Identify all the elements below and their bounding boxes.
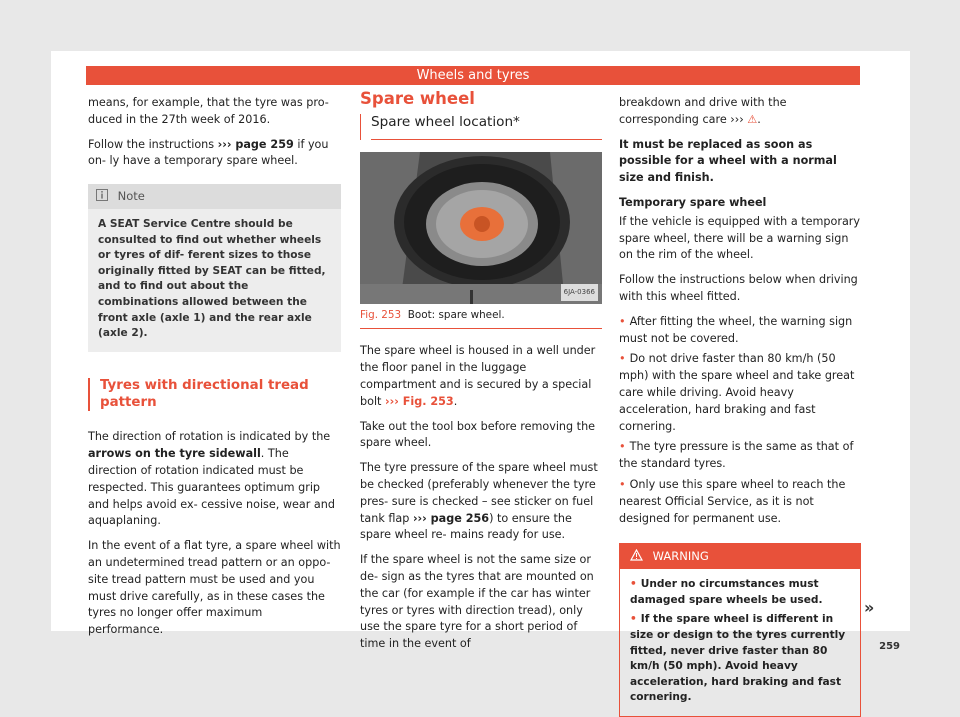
text: if you on- ly have a temporary spare wheel.	[88, 137, 329, 168]
manual-page	[51, 51, 910, 704]
warning-icon	[630, 549, 653, 563]
paragraph: Follow the instructions below when driving with this wheel fitted.	[619, 273, 858, 303]
heading-spare-wheel: Spare wheel	[360, 89, 475, 108]
text: ) to ensure the spare wheel re- mains ready for use.	[360, 511, 572, 542]
figure-spare-wheel-image	[360, 152, 602, 304]
page-link[interactable]: ››› page 259	[217, 137, 294, 151]
note-label: Note	[117, 189, 145, 204]
paragraph	[88, 429, 341, 530]
paragraph: If the spare wheel is not the same size or de- sign as the tyres that are mounted on the car (for example if the car has winter tyres or tyres with direction tread), only use the spare tyre for a short period of time in the event of	[360, 553, 594, 651]
text: The tyre pressure of the spare wheel must be checked (preferably whenever the tyre pres- sure is checked – see sticker on fuel tank flap	[360, 461, 598, 525]
paragraph-emphasis: It must be replaced as soon as possible for a wheel with a normal size and finish.	[619, 137, 837, 185]
column-middle	[360, 89, 602, 661]
spare-wheel-illustration	[360, 152, 602, 304]
text: The direction of rotation is indicated by the	[88, 430, 331, 444]
paragraph: If the vehicle is equipped with a temporary spare wheel, there will be a warning sign on the rim of the wheel.	[619, 214, 861, 262]
emphasis-text: arrows on the tyre sidewall	[88, 447, 261, 461]
paragraph: means, for example, that the tyre was pro- duced in the 27th week of 2016.	[88, 96, 329, 126]
figure-caption-text: Boot: spare wheel.	[407, 308, 505, 321]
note-box	[88, 184, 341, 352]
figure-number: Fig. 253	[360, 308, 402, 321]
list-item: • After fitting the wheel, the warning sign must not be covered.	[619, 314, 861, 348]
warning-triangle-icon[interactable]: ⚠	[747, 112, 758, 126]
warning-label: WARNING	[652, 549, 709, 564]
info-icon	[96, 189, 118, 203]
list-item: • The tyre pressure is the same as that of the standard tyres.	[619, 439, 861, 473]
section-header: Wheels and tyres	[86, 66, 860, 85]
paragraph	[360, 343, 602, 410]
text: .	[453, 394, 458, 408]
list-item: • Only use this spare wheel to reach the nearest Official Service, as it is not designed for permanent use.	[619, 477, 861, 527]
page-link[interactable]: ››› page 256	[412, 511, 490, 525]
text: . The direction of rotation indicated must be respected. This guarantees optimum grip and helps avoid ex- cessive noise, wear and aquaplaning.	[88, 447, 335, 528]
note-text: A SEAT Service Centre should be consulted to find out whether wheels or tyres of dif- ferent sizes to those originally fitted by SEAT can be fitted, and to find out about the combinations allowed between the front axle (axle 1) and the rear axle (axle 2).	[98, 217, 326, 340]
warning-item: • If the spare wheel is different in size or design to the tyres currently fitted, never drive faster than 80 km/h (50 mph). Avoid heavy acceleration, hard braking and fast cornering.	[630, 612, 850, 706]
figure-code: 6JA-0366	[561, 284, 598, 301]
paragraph	[360, 460, 602, 544]
warning-item: • Under no circumstances must damaged spare wheels be used.	[630, 577, 850, 608]
note-header	[88, 184, 341, 209]
paragraph: In the event of a flat tyre, a spare wheel with an undetermined tread pattern or an oppo- site tread pattern must be used and you must drive carefully, as in these cases the tyres no longer offer maximum performance.	[88, 539, 341, 637]
list-item: • Do not drive faster than 80 km/h (50 mph) with the spare wheel and take great care while driving. Avoid heavy acceleration, hard braking and fast cornering.	[619, 351, 861, 435]
page-number: 259	[879, 641, 900, 652]
warning-header	[620, 544, 860, 569]
continue-marker: »	[864, 598, 875, 617]
heading-directional-tread: Tyres with directional tread pattern	[88, 378, 341, 412]
column-left	[88, 95, 341, 647]
column-right	[619, 95, 861, 717]
warning-text	[620, 569, 860, 716]
text: Follow the instructions	[88, 137, 218, 151]
text: breakdown and drive with the corresponding care ›››	[619, 96, 787, 126]
subheading-wrapper	[360, 114, 602, 140]
figure-caption	[360, 304, 602, 330]
text: The spare wheel is housed in a well under the floor panel in the luggage compartment and is secured by a special bolt	[360, 344, 596, 408]
paragraph	[88, 137, 341, 171]
warning-box	[619, 543, 861, 717]
heading-temporary-spare: Temporary spare wheel	[619, 195, 767, 209]
figure-link[interactable]: ››› Fig. 253	[385, 394, 454, 408]
text: .	[757, 112, 761, 126]
paragraph: Take out the tool box before removing the spare wheel.	[360, 419, 596, 450]
paragraph	[619, 95, 861, 129]
heading-spare-wheel-location: Spare wheel location*	[371, 114, 602, 140]
